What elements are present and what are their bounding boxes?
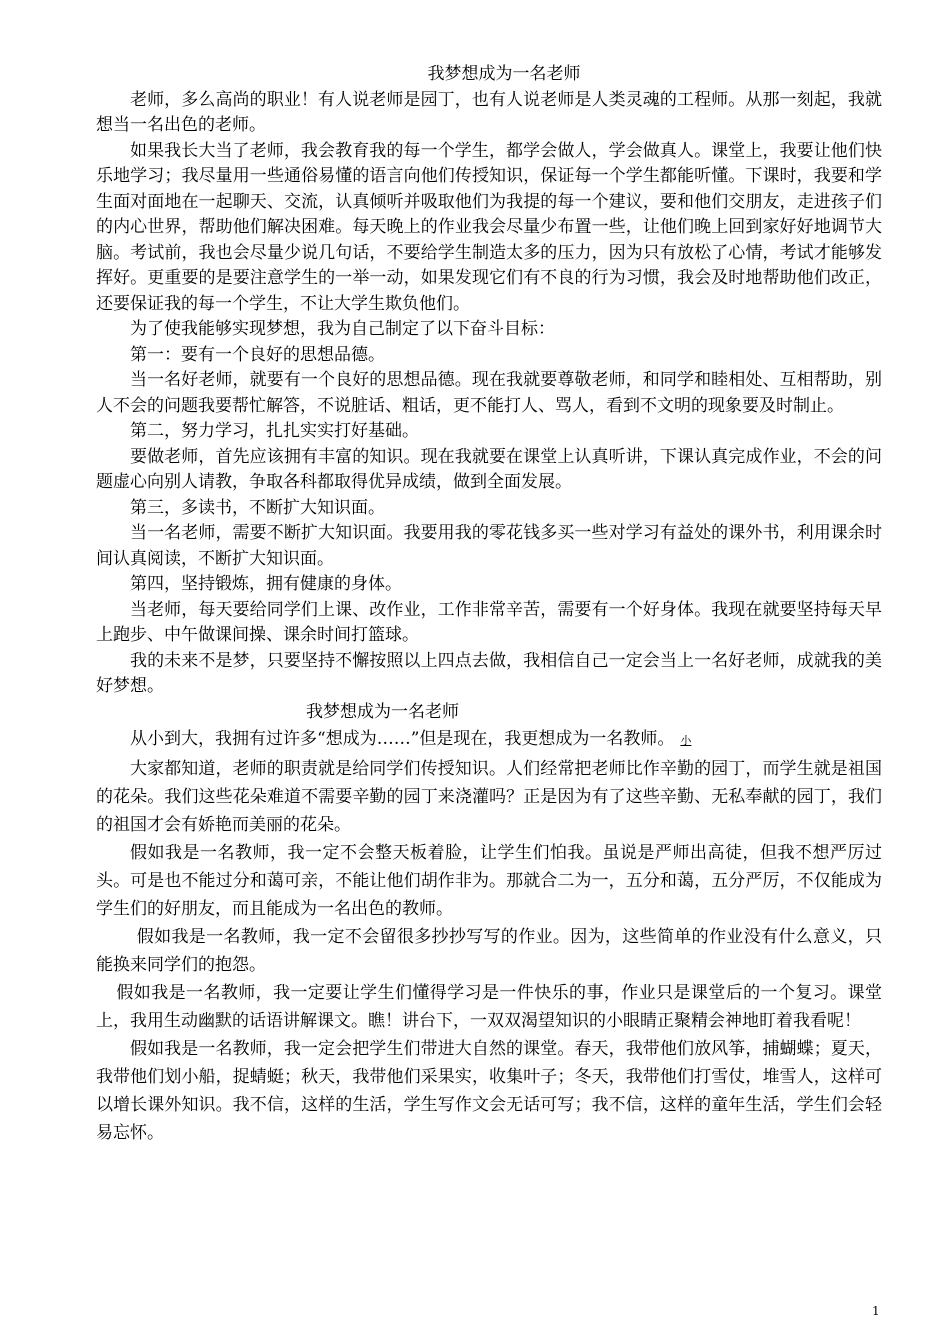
- essay-1-paragraph: 当老师，每天要给同学们上课、改作业，工作非常辛苦，需要有一个好身体。我现在就要坚持每天早上跑步、中午做课间操、课余时间打篮球。: [96, 599, 882, 645]
- essay-1-paragraph: 如果我长大当了老师，我会教育我的每一个学生，都学会做人，学会做真人。课堂上，我要让他们快乐地学习；我尽量用一些通俗易懂的语言向他们传授知识，保证每一个学生都能听懂。下课时，我要和学生面对面地在一起聊天、交流，认真倾听并吸取他们为我提的每一个建议，要和他们交朋友，走进孩子们的内心世界，帮助他们解决困难。每天晚上的作业我会尽量少布置一些，让他们晚上回到家好好地调节大脑。考试前，我也会尽量少说几句话，不要给学生制造太多的压力，因为只有放松了心情，考试才能够发挥好。更重要的是要注意学生的一举一动，如果发现它们有不良的行为习惯，我会及时地帮助他们改正，还要保证我的每一个学生，不让大学生欺负他们。: [96, 140, 882, 314]
- essay-2-paragraph: 假如我是一名教师，我一定会把学生们带进大自然的课堂。春天，我带他们放风筝，捕蝴蝶；夏天，我带他们划小船，捉蜻蜓；秋天，我带他们采果实，收集叶子；冬天，我带他们打雪仗，堆雪人，这样可以增长课外知识。我不信，这样的生活，学生写作文会无话可写；我不信，这样的童年生活，学生们会轻易忘怀。: [96, 1039, 882, 1143]
- essay-1-paragraph: 第二，努力学习，扎扎实实打好基础。: [130, 421, 419, 441]
- essay-2-paragraph: 假如我是一名教师，我一定不会整天板着脸，让学生们怕我。虽说是严师出高徒，但我不想严厉过头。可是也不能过分和蔼可亲，不能让他们胡作非为。那就合二为一，五分和蔼，五分严厉，不仅能成为学生们的好朋友，而且能成为一名出色的教师。: [96, 843, 882, 919]
- essay-2-paragraph: 大家都知道，老师的职责就是给同学们传授知识。人们经常把老师比作辛勤的园丁，而学生就是祖国的花朵。我们这些花朵难道不需要辛勤的园丁来浇灌吗？正是因为有了这些辛勤、无私奉献的园丁，我们的祖国才会有娇艳而美丽的花朵。: [96, 759, 882, 835]
- document-body: [96, 62, 882, 1147]
- essay-1-paragraph: 第四，坚持锻炼，拥有健康的身体。: [130, 574, 402, 594]
- essay-1-title: 我梦想成为一名老师: [427, 64, 581, 84]
- essay-1-paragraph: 当一名好老师，就要有一个良好的思想品德。现在我就要尊敬老师，和同学和睦相处、互相帮助，别人不会的问题我要帮忙解答，不说脏话、粗话，更不能打人、骂人，看到不文明的现象要及时制止。: [96, 370, 882, 416]
- essay-2-paragraph: 假如我是一名教师，我一定要让学生们懂得学习是一件快乐的事，作业只是课堂后的一个复习。课堂上，我用生动幽默的话语讲解课文。瞧！讲台下，一双双渴望知识的小眼睛正聚精会神地盯着我看呢！: [96, 983, 882, 1031]
- essay-1-paragraph: 为了使我能够实现梦想，我为自己制定了以下奋斗目标：: [130, 319, 555, 339]
- essay-2-paragraph: 假如我是一名教师，我一定不会留很多抄抄写写的作业。因为，这些简单的作业没有什么意义，只能换来同学们的抱怨。: [96, 927, 882, 975]
- essay-1-paragraph: 我的未来不是梦，只要坚持不懈按照以上四点去做，我相信自己一定会当上一名好老师，成就我的美好梦想。: [96, 650, 882, 696]
- essay-2-title: 我梦想成为一名老师: [306, 701, 459, 722]
- essay-2-intro-mark: 小: [680, 734, 692, 747]
- essay-1-paragraph: 老师，多么高尚的职业！有人说老师是园丁，也有人说老师是人类灵魂的工程师。从那一刻起，我就想当一名出色的老师。: [96, 89, 882, 135]
- essay-1-paragraph: 第一：要有一个良好的思想品德。: [130, 344, 385, 365]
- essay-1-paragraph: 要做老师，首先应该拥有丰富的知识。现在我就要在课堂上认真听讲，下课认真完成作业，不会的问题虚心向别人请教，争取各科都取得优异成绩，做到全面发展。: [96, 446, 882, 492]
- essay-2-intro: [96, 725, 882, 755]
- essay-1-paragraph: 当一名老师，需要不断扩大知识面。我要用我的零花钱多买一些对学习有益处的课外书，利用课余时间认真阅读，不断扩大知识面。: [96, 523, 882, 569]
- page-number: 1: [872, 1304, 880, 1318]
- essay-1-paragraph: 第三，多读书，不断扩大知识面。: [130, 497, 385, 518]
- essay-2-intro-text: 从小到大，我拥有过许多“想成为……”但是现在，我更想成为一名教师。: [130, 729, 675, 749]
